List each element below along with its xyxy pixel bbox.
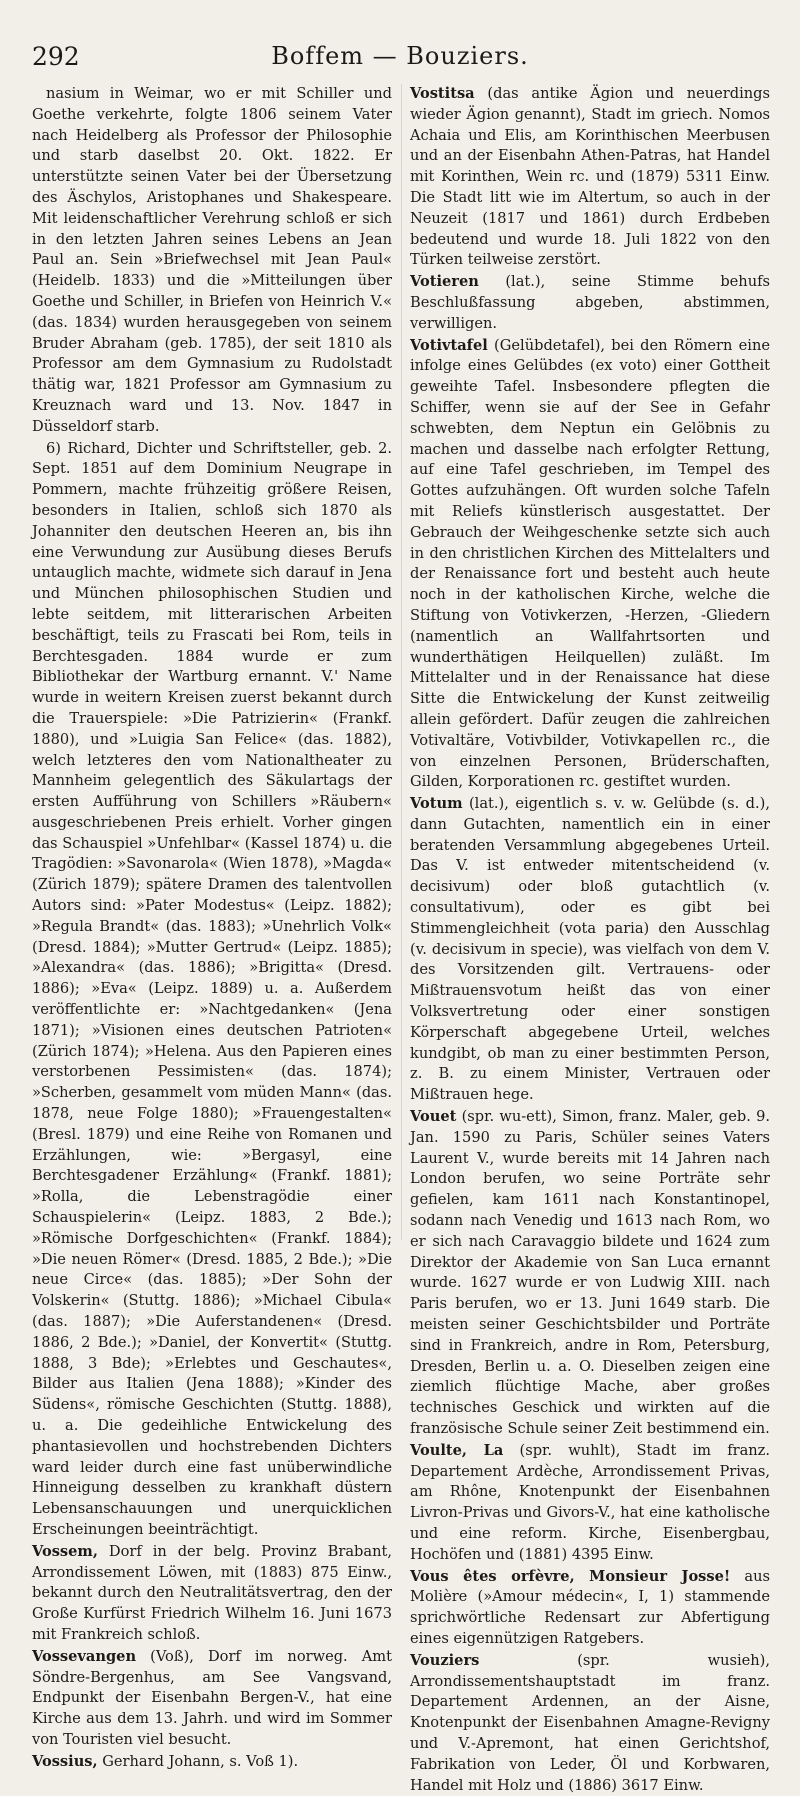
right-column	[410, 84, 771, 1794]
entry-paragraph	[32, 439, 392, 1541]
entry-headword: Vossem,	[32, 1542, 98, 1560]
left-column	[32, 84, 392, 1770]
entry-text: (lat.), eigentlich s. v. w. Gelübde (s. d.), dann Gutachten, namentlich ein in einer beratenden Versammlung abgegebenes Urteil. Das V. ist entweder mitentscheidend (v. decisivum) oder bloß gutachtlich (v. consultativum), oder es gibt bei Stimmengleichheit (vota paria) den Ausschlag (v. decisivum in specie), was vielfach von dem V. des Vorsitzenden gilt. Vertrauens- oder Mißtrauensvotum heißt das von einer Volksvertretung oder einer sonstigen Körperschaft abgegebene Urteil, welches kundgibt, ob man zu einer bestimmten Person, z. B. zu einem Minister, Vertrauen oder Mißtrauen hege.	[410, 795, 770, 1104]
entry-headword: Voulte, La	[410, 1441, 504, 1459]
entry-text: aus Molière (»Amour médecin«, I, 1) stammende sprichwörtliche Redensart zur Abfertigung eines eigennützigen Ratgebers.	[410, 1567, 770, 1647]
entry-paragraph	[32, 84, 392, 438]
entry-text: (spr. wu-ett), Simon, franz. Maler, geb. 9. Jan. 1590 zu Paris, Schüler seines Vaters Laurent V., wurde bereits mit 14 Jahren nach London berufen, wo seine Porträte sehr gefielen, kam 1611 nach Konstantinopel, sodann nach Venedig und 1613 nach Rom, wo er sich nach Caravaggio bildete und 1624 zum Direktor der Akademie von San Luca ernannt wurde. 1627 wurde er von Ludwig XIII. nach Paris berufen, wo er 13. Juni 1649 starb. Die meisten seiner Geschichtsbilder und Porträte sind in Frankreich, andre in Rom, Petersburg, Dresden, Berlin u. a. O. Dieselben zeigen eine ziemlich flüchtige Mache, aber großes technisches Geschick und wirkten auf die französische Schule seiner Zeit bestimmend ein.	[410, 1108, 770, 1437]
entry-headword: Vouet	[410, 1108, 457, 1126]
running-title: Boffem — Bouziers.	[271, 42, 529, 70]
entry-text: (spr. wusieh), Arrondissementshauptstadt im franz. Departement Ardennen, an der Aisne, Knotenpunkt der Eisenbahnen Amagne-Revigny und V.-Apremont, hat einen Gerichtshof, Fabrikation von Leder, Öl und Korbwaren, Handel mit Holz und (1886) 3617 Einw.	[410, 1651, 770, 1794]
entry-text: (das antike Ägion und neuerdings wieder Ägion genannt), Stadt im griech. Nomos Achaia und Elis, am Korinthischen Meerbusen und an der Eisenbahn Athen-Patras, hat Handel mit Korinthen, Wein rc. und (1879) 5311 Einw. Die Stadt litt wie im Altertum, so auch in der Neuzeit (1817 und 1861) durch Erdbeben bedeutend und wurde 18. Juli 1822 von den Türken teilweise zerstört.	[410, 85, 770, 269]
entry-headword: Vossius,	[32, 1752, 98, 1770]
entry-headword: Votivtafel	[410, 336, 488, 354]
entry-headword: Votum	[410, 795, 463, 813]
entry-text: 6) Richard, Dichter und Schriftsteller, geb. 2. Sept. 1851 auf dem Dominium Neugrape in Pommern, machte frühzeitig größere Reisen, besonders in Italien, schloß sich 1870 als Johanniter den deutschen Heeren an, bis ihn eine Verwundung zur Ausübung dieses Berufs untauglich machte, widmete sich darauf in Jena und München philosophischen Studien und lebte seitdem, mit litterarischen Arbeiten beschäftigt, teils zu Frascati bei Rom, teils in Berchtesgaden. 1884 wurde er zum Bibliothekar der Wartburg ernannt. V.' Name wurde in weitern Kreisen zuerst bekannt durch die Trauerspiele: »Die Patrizierin« (Frankf. 1880), und »Luigia San Felice« (das. 1882), welch letzteres den vom Nationaltheater zu Mannheim gelegentlich des Säkulartags der ersten Aufführung von Schillers »Räubern« ausgeschriebenen Preis erhielt. Vorher gingen das Schauspiel »Unfehlbar« (Kassel 1874) u. die Tragödien: »Savonarola« (Wien 1878), »Magda« (Zürich 1879); spätere Dramen des talentvollen Autors sind: »Pater Modestus« (Leipz. 1882); »Regula Brandt« (das. 1883); »Unehrlich Volk« (Dresd. 1884); »Mutter Gertrud« (Leipz. 1885); »Alexandra« (das. 1886); »Brigitta« (Dresd. 1886); »Eva« (Leipz. 1889) u. a. Außerdem veröffentlichte er: »Nachtgedanken« (Jena 1871); »Visionen eines deutschen Patrioten« (Zürich 1874); »Helena. Aus den Papieren eines verstorbenen Pessimisten« (das. 1874); »Scherben, gesammelt vom müden Mann« (das. 1878, neue Folge 1880); »Frauengestalten« (Bresl. 1879) und eine Reihe von Romanen und Erzählungen, wie: »Bergasyl, eine Berchtesgadener Erzählung« (Frankf. 1881); »Rolla, die Lebenstragödie einer Schauspielerin« (Leipz. 1883, 2 Bde.); »Römische Dorfgeschichten« (Frankf. 1884); »Die neuen Römer« (Dresd. 1885, 2 Bde.); »Die neue Circe« (das. 1885); »Der Sohn der Volskerin« (Stuttg. 1886); »Michael Cibula« (das. 1887); »Die Auferstandenen« (Dresd. 1886, 2 Bde.); »Daniel, der Konvertit« (Stuttg. 1888, 3 Bde); »Erlebtes und Geschautes«, Bilder aus Italien (Jena 1888); »Kinder des Südens«, römische Geschichten (Stuttg. 1888), u. a. Die gedeihliche Entwickelung des phantasievollen und hochstrebenden Dichters ward leider durch eine fast unüberwindliche Hinneigung desselben zu krankhaft düstern Lebensanschauungen und unerquicklichen Erscheinungen beeinträchtigt.	[32, 439, 392, 1538]
text-columns	[32, 84, 771, 1794]
entry-headword: Vouziers	[410, 1651, 480, 1669]
dictionary-entry	[410, 1567, 770, 1650]
entry-text: Gerhard Johann, s. Voß 1).	[97, 1752, 299, 1770]
dictionary-entry	[410, 336, 770, 794]
entry-text: nasium in Weimar, wo er mit Schiller und Goethe verkehrte, folgte 1806 seinem Vater nach Heidelberg als Professor der Philosophie und starb daselbst 20. Okt. 1822. Er unterstützte seinen Vater bei der Übersetzung des Äschylos, Aristophanes und Shakespeare. Mit leidenschaftlicher Verehrung schloß er sich in den letzten Jahren seines Lebens an Jean Paul an. Sein »Briefwechsel mit Jean Paul« (Heidelb. 1833) und die »Mitteilungen über Goethe und Schiller, in Briefen von Heinrich V.« (das. 1834) wurden herausgegeben von seinem Bruder Abraham (geb. 1785), der seit 1810 als Professor am dem Gymnasium zu Rudolstadt thätig war, 1821 Professor am Gymnasium zu Kreuznach ward und 13. Nov. 1847 in Düsseldorf starb.	[32, 85, 392, 435]
entry-text: (spr. wuhlt), Stadt im franz. Departement Ardèche, Arrondissement Privas, am Rhône, Knotenpunkt der Eisenbahnen Livron-Privas und Givors-V., hat eine katholische und eine reform. Kirche, Eisenbergbau, Hochöfen und (1881) 4395 Einw.	[410, 1441, 771, 1563]
entry-headword: Vous êtes orfèvre, Monsieur Josse!	[410, 1567, 731, 1585]
page-header	[32, 36, 768, 76]
entry-text: (Gelübdetafel), bei den Römern eine infolge eines Gelübdes (ex voto) einer Gottheit geweihte Tafel. Insbesondere pflegten die Schiffer, wenn sie auf der See in Gefahr schwebten, dem Neptun ein Gelöbnis zu machen und dasselbe nach erfolgter Rettung, auf eine Tafel geschrieben, im Tempel des Gottes aufzuhängen. Oft wurden solche Tafeln mit Reliefs künstlerisch ausgestattet. Der Gebrauch der Weihgeschenke setzte sich auch in den christlichen Kirchen des Mittelalters und der Renaissance fort und besteht auch heute noch in der katholischen Kirche, welche die Stiftung von Votivkerzen, -Herzen, -Gliedern (namentlich an Wallfahrtsorten und wunderthätigen Heilquellen) zuläßt. Im Mittelalter und in der Renaissance hat diese Sitte die Entwickelung der Kunst zeitweilig allein gefördert. Dafür zeugen die zahlreichen Votivaltäre, Votivbilder, Votivkapellen rc., die von einzelnen Personen, Brüderschaften, Gilden, Korporationen rc. gestiftet wurden.	[410, 336, 770, 791]
entry-text: (lat.), seine Stimme behufs Beschlußfassung abgeben, abstimmen, verwilligen.	[410, 273, 770, 332]
dictionary-entry	[410, 1107, 770, 1440]
entry-headword: Vostitsa	[410, 85, 475, 102]
entry-headword: Vossevangen	[32, 1647, 137, 1665]
dictionary-entry	[410, 1651, 770, 1796]
entry-headword: Votieren	[410, 273, 479, 291]
dictionary-entry	[32, 1752, 392, 1773]
dictionary-entry	[410, 272, 770, 334]
dictionary-entry	[32, 1647, 392, 1751]
dictionary-entry	[410, 794, 770, 1106]
dictionary-entry	[410, 1441, 770, 1566]
dictionary-entry	[32, 1542, 392, 1646]
page-number: 292	[32, 41, 80, 71]
entry-text: Dorf in der belg. Provinz Brabant, Arrondissement Löwen, mit (1883) 875 Einw., bekannt durch den Neutralitätsvertrag, den der Große Kurfürst Friedrich Wilhelm 16. Juni 1673 mit Frankreich schloß.	[32, 1542, 392, 1643]
entry-text: (Voß), Dorf im norweg. Amt Söndre-Bergenhus, am See Vangsvand, Endpunkt der Eisenbahn Bergen-V., hat eine Kirche aus dem 13. Jahrh. und wird im Sommer von Touristen viel besucht.	[32, 1647, 392, 1748]
dictionary-entry	[410, 84, 770, 271]
